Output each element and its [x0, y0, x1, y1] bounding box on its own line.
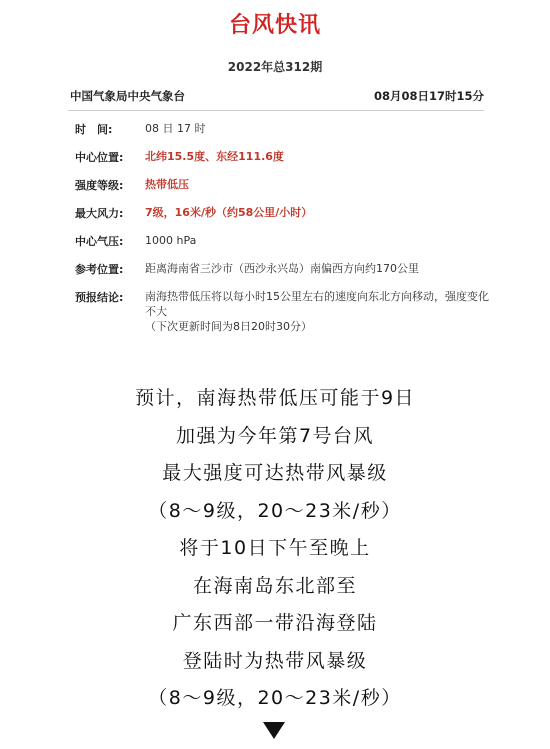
- forecast-line: 将于10日下午至晚上: [179, 537, 371, 559]
- issued-time: 08月08日17时15分: [373, 89, 484, 103]
- header-divider: [68, 110, 484, 111]
- field-label: 中心位置:: [75, 151, 124, 164]
- agency-name: 中国气象局中央气象台: [70, 89, 185, 103]
- field-value: 1000 hPa: [145, 234, 197, 247]
- field-value-block: [145, 289, 490, 334]
- field-value: 南海热带低压将以每小时15公里左右的速度向东北方向移动，强度变化不大: [145, 290, 489, 318]
- field-label: 时 间:: [75, 123, 113, 136]
- field-label: 最大风力:: [75, 207, 124, 220]
- forecast-line: （8～9级，20～23米/秒）: [148, 499, 402, 522]
- forecast-line: （8～9级，20～23米/秒）: [148, 687, 402, 709]
- forecast-line: 最大强度可达热带风暴级: [162, 462, 388, 484]
- forecast-line: 预计，南海热带低压可能于9日: [134, 387, 416, 409]
- field-label: 强度等级:: [75, 179, 124, 192]
- bulletin-title: 台风快讯: [228, 13, 321, 38]
- field-value: 08 日 17 时: [145, 122, 206, 135]
- issue-number: 2022年总312期: [227, 60, 323, 74]
- field-value: 北纬15.5度、东经111.6度: [145, 150, 284, 163]
- forecast-line: 广东西部一带沿海登陆: [172, 612, 378, 634]
- field-label: 预报结论:: [75, 291, 124, 304]
- field-note: （下次更新时间为8日20时30分）: [145, 320, 312, 333]
- field-value: 距离海南省三沙市（西沙永兴岛）南偏西方向约170公里: [145, 262, 419, 275]
- forecast-line: 加强为今年第7号台风: [175, 424, 375, 447]
- field-value: 7级，16米/秒（约58公里/小时）: [145, 206, 313, 219]
- forecast-line: 登陆时为热带风暴级: [182, 649, 368, 672]
- forecast-line: 在海南岛东北部至: [192, 574, 357, 597]
- field-value: 热带低压: [145, 178, 189, 191]
- field-label: 中心气压:: [75, 235, 124, 248]
- forecast-text: [0, 380, 550, 718]
- triangle-down-icon: [263, 722, 285, 739]
- field-label: 参考位置:: [75, 263, 124, 276]
